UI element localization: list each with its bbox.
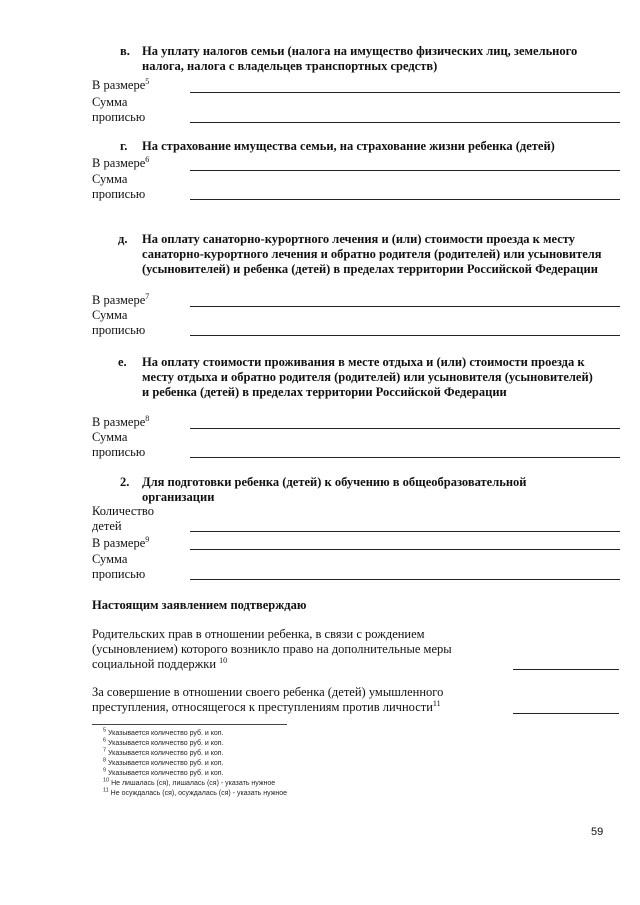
footnote: $^8$ Указывается количество руб. и коп. bbox=[103, 757, 224, 767]
section-marker: 2. bbox=[120, 475, 130, 489]
section-title: Для подготовки ребенка (детей) к обучению в общеобразовательной организации bbox=[142, 475, 527, 504]
section-marker: в. bbox=[120, 44, 130, 58]
confirm-answer-field[interactable] bbox=[513, 713, 619, 714]
footnote: $^6$ Указывается количество руб. и коп. bbox=[103, 737, 224, 747]
words-label: прописью bbox=[92, 445, 146, 459]
words-label: Сумма bbox=[92, 172, 128, 186]
confirm-heading: Настоящим заявлением подтверждаю bbox=[92, 598, 307, 612]
section-title: На страхование имущества семьи, на страхование жизни ребенка (детей) bbox=[142, 139, 555, 153]
count-field[interactable] bbox=[190, 531, 620, 532]
words-label: Сумма bbox=[92, 308, 128, 322]
footnote-separator bbox=[92, 724, 287, 725]
footnote: $^{10}$ Не лишалась (ся), лишалась (ся) - указать нужное bbox=[103, 777, 276, 787]
section-marker: д. bbox=[118, 232, 128, 246]
confirm-answer-field[interactable] bbox=[513, 669, 619, 670]
section-marker: г. bbox=[120, 139, 128, 153]
footnote: $^{11}$ Не осуждалась (ся), осуждалась (ся) - указать нужное bbox=[103, 787, 288, 797]
amount-label: В размере$^7$ bbox=[92, 291, 150, 307]
section-title: На уплату налогов семьи (налога на имущество физических лиц, земельного налога, налога с владельцев транспортных средств) bbox=[142, 44, 578, 73]
words-label: Сумма bbox=[92, 430, 128, 444]
words-label: Сумма bbox=[92, 95, 128, 109]
words-field[interactable] bbox=[190, 579, 620, 580]
words-label: прописью bbox=[92, 567, 146, 581]
count-label: Количество bbox=[92, 504, 154, 518]
words-field[interactable] bbox=[190, 122, 620, 123]
section-marker: е. bbox=[118, 355, 127, 369]
amount-field[interactable] bbox=[190, 170, 620, 171]
footnote: $^7$ Указывается количество руб. и коп. bbox=[103, 747, 224, 757]
confirm-item: За совершение в отношении своего ребенка (детей) умышленного преступления, относящегося к преступлениям против личности$^{11}$ bbox=[92, 685, 444, 714]
footnotes bbox=[103, 729, 287, 799]
amount-field[interactable] bbox=[190, 549, 620, 550]
footnote: $^9$ Указывается количество руб. и коп. bbox=[103, 767, 224, 777]
words-label: прописью bbox=[92, 110, 146, 124]
amount-label: В размере$^5$ bbox=[92, 76, 150, 92]
words-label: Сумма bbox=[92, 552, 128, 566]
words-field[interactable] bbox=[190, 457, 620, 458]
amount-field[interactable] bbox=[190, 428, 620, 429]
words-label: прописью bbox=[92, 187, 146, 201]
amount-field[interactable] bbox=[190, 92, 620, 93]
amount-label: В размере$^6$ bbox=[92, 154, 150, 170]
words-label: прописью bbox=[92, 323, 146, 337]
confirm-item: Родительских прав в отношении ребенка, в связи с рождением (усыновлением) которого возникло право на дополнительные меры социальной поддержки $^{10}$ bbox=[92, 627, 452, 671]
amount-label: В размере$^8$ bbox=[92, 413, 150, 429]
amount-field[interactable] bbox=[190, 306, 620, 307]
amount-label: В размере$^9$ bbox=[92, 534, 150, 550]
words-field[interactable] bbox=[190, 335, 620, 336]
count-label: детей bbox=[92, 519, 122, 533]
footnote: $^5$ Указывается количество руб. и коп. bbox=[103, 727, 224, 737]
page-number: 59 bbox=[591, 826, 604, 838]
section-title: На оплату стоимости проживания в месте отдыха и (или) стоимости проезда к месту отдыха и обратно родителя (родителей) или усыновителя (усыновителей) и ребенка (детей) в пределах территории Российской Федерации bbox=[142, 355, 593, 399]
section-title: На оплату санаторно-курортного лечения и (или) стоимости проезда к месту санаторно-курортного лечения и обратно родителя (родителей) или усыновителя (усыновителей) и ребенка (детей) в пределах территории Российской Федерации bbox=[142, 232, 602, 276]
words-field[interactable] bbox=[190, 199, 620, 200]
